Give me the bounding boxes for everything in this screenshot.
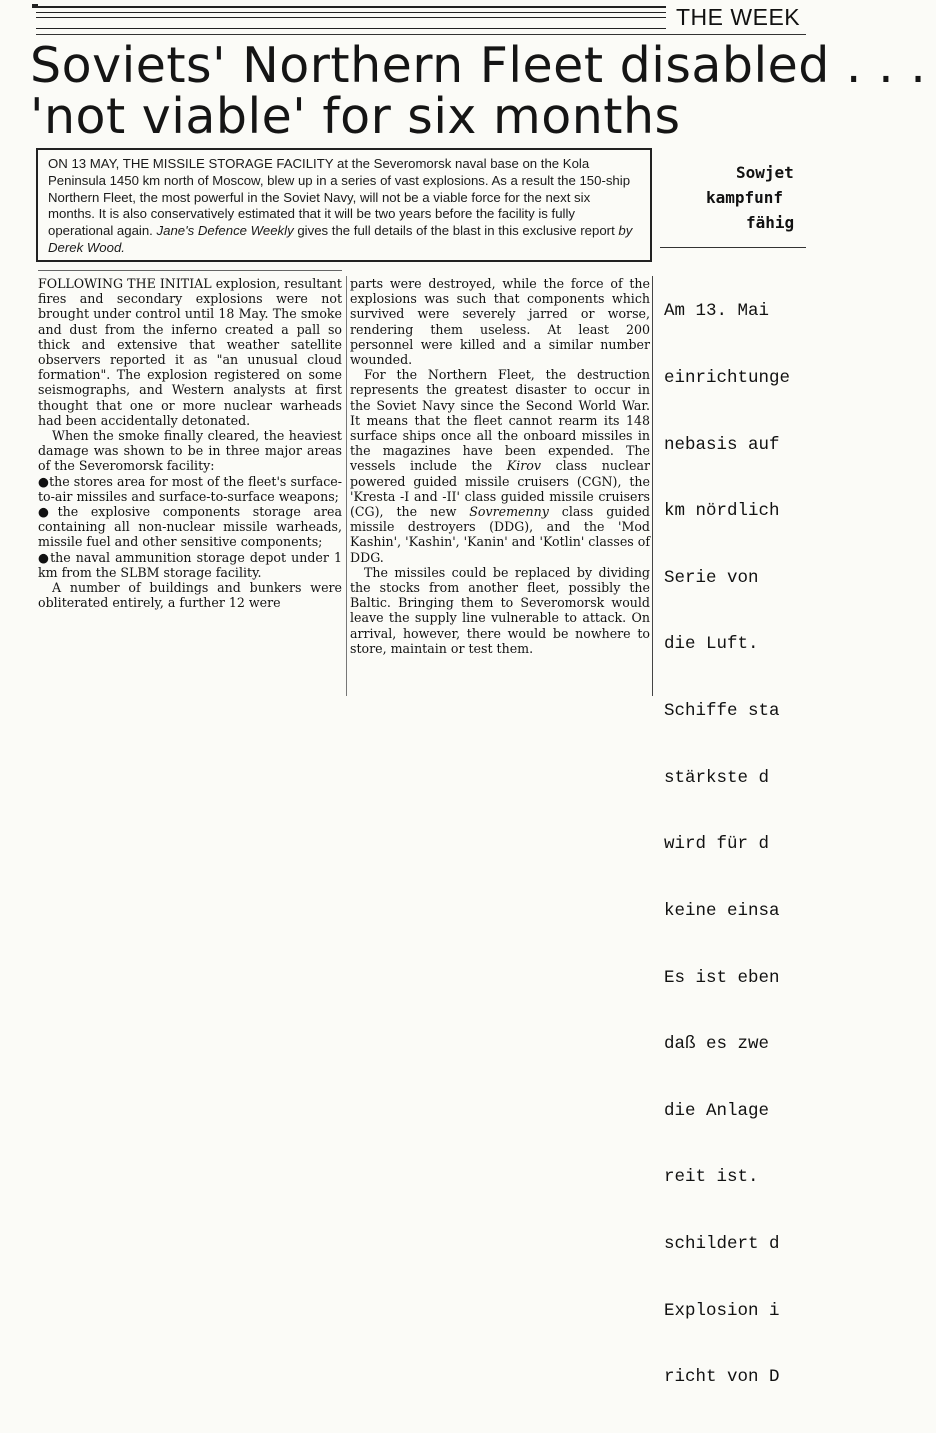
german-line: nebasis auf: [664, 434, 780, 455]
article-column-1: [38, 276, 342, 704]
german-line: die Luft.: [664, 634, 759, 655]
paragraph: parts were destroyed, while the force of the explosions was such that components which survived were severely jarred or worse, rendering them useless. At least 200 personnel were killed and a similar number wounded.: [350, 276, 650, 368]
german-line: einrichtunge: [664, 368, 791, 389]
german-headline: [706, 160, 936, 235]
standfirst-mid: gives the full details of the blast in this exclusive report: [293, 223, 619, 239]
text-run: For the Northern Fleet, the destruction represents the greatest disaster to occur in the Soviet Navy since the Second World War. It means that the fleet cannot rearm its 148 surface ships once all the onboard missiles in the magazines have been expended. The vessels include the: [350, 367, 650, 474]
bullet-item: ●the naval ammunition storage depot under 1 km from the SLBM storage facility.: [38, 549, 342, 580]
headline: [30, 37, 927, 145]
german-line: Explosion i: [664, 1300, 780, 1321]
german-line: wird für d: [664, 834, 770, 855]
bullet-item: ●the explosive components storage area containing all non-nuclear missile warheads, missile fuel and other sensitive components;: [38, 504, 342, 550]
ship-class-sovremenny: Sovremenny: [469, 504, 549, 520]
column-divider: [346, 276, 347, 696]
german-body: [664, 256, 904, 1433]
german-line: Es ist eben: [664, 967, 780, 988]
german-headline-line-3: fähig: [746, 213, 795, 232]
german-line: Am 13. Mai: [664, 301, 770, 322]
standfirst-body: at the Severomorsk naval base on the Kola Peninsula 1450 km north of Moscow, blew up in a series of vast explosions. As a result the 150-ship Northern Fleet, the most powerful in the Soviet Navy, will not be a viable force for the next six months. It is also conservatively estimated that it will be two years before the facility is fully operational again.: [48, 156, 631, 239]
article-column-2: [350, 276, 650, 698]
standfirst-box: [36, 148, 652, 262]
german-rule: [660, 247, 806, 248]
publication-name: Jane's Defence Weekly: [156, 223, 294, 239]
paragraph: A number of buildings and bunkers were obliterated entirely, a further 12 were: [38, 580, 342, 611]
paragraph: When the smoke finally cleared, the heaviest damage was shown to be in three major areas of the Severomorsk facility:: [38, 428, 342, 474]
german-line: km nördlich: [664, 501, 780, 522]
paragraph: FOLLOWING THE INITIAL explosion, resultant fires and secondary explosions were not brought under control until 18 May. The smoke and dust from the inferno created a pall so thick and extensive that weather satellite observers reported it as "an unusual cloud formation". The explosion registered on some seismographs, and Western analysts at first thought that one or more nuclear warheads had been accidentally detonated.: [38, 276, 342, 428]
german-line: Serie von: [664, 567, 759, 588]
ship-class-kirov: Kirov: [506, 458, 541, 474]
german-line: keine einsa: [664, 900, 780, 921]
paragraph: The missiles could be replaced by dividing the stocks from another fleet, possibly the Baltic. Bringing them to Severomorsk would leave the supply line vulnerable to attack. On arrival, however, there would be nowhere to store, maintain or test them.: [350, 564, 650, 656]
title-rule: [36, 34, 806, 35]
column-top-rule: [38, 270, 342, 271]
german-headline-line-2: kampfunf: [706, 188, 784, 207]
byline: by Derek Wood.: [48, 223, 633, 255]
german-line: reit ist.: [664, 1167, 759, 1188]
headline-line-2: 'not viable' for six months: [30, 88, 681, 145]
paragraph: [350, 367, 650, 565]
german-line: Schiffe sta: [664, 701, 780, 722]
german-line: richt von D: [664, 1367, 780, 1388]
text-run: class guided missile destroyers (DDG), and the 'Mod Kashin', 'Kashin', 'Kanin' and 'Kotlin' classes of DDG.: [350, 504, 650, 565]
german-line: die Anlage: [664, 1100, 770, 1121]
masthead-rule: [36, 6, 666, 29]
standfirst-lead: ON 13 MAY, THE MISSILE STORAGE FACILITY: [48, 156, 334, 171]
german-line: daß es zwe: [664, 1034, 770, 1055]
german-line: schildert d: [664, 1233, 780, 1254]
german-headline-line-1: Sowjet: [736, 163, 794, 182]
german-article: [660, 160, 806, 1388]
column-end-rule: [652, 276, 653, 696]
headline-line-1: Soviets' Northern Fleet disabled . . .: [30, 37, 927, 94]
german-line: stärkste d: [664, 767, 770, 788]
text-run: class nuclear powered guided missile cruisers (CGN), the 'Kresta -I and -II' class guided missile cruisers (CG), the new: [350, 458, 651, 520]
section-label: THE WEEK: [676, 4, 801, 30]
bullet-item: ●the stores area for most of the fleet's surface-to-air missiles and surface-to-surface weapons;: [38, 473, 342, 504]
